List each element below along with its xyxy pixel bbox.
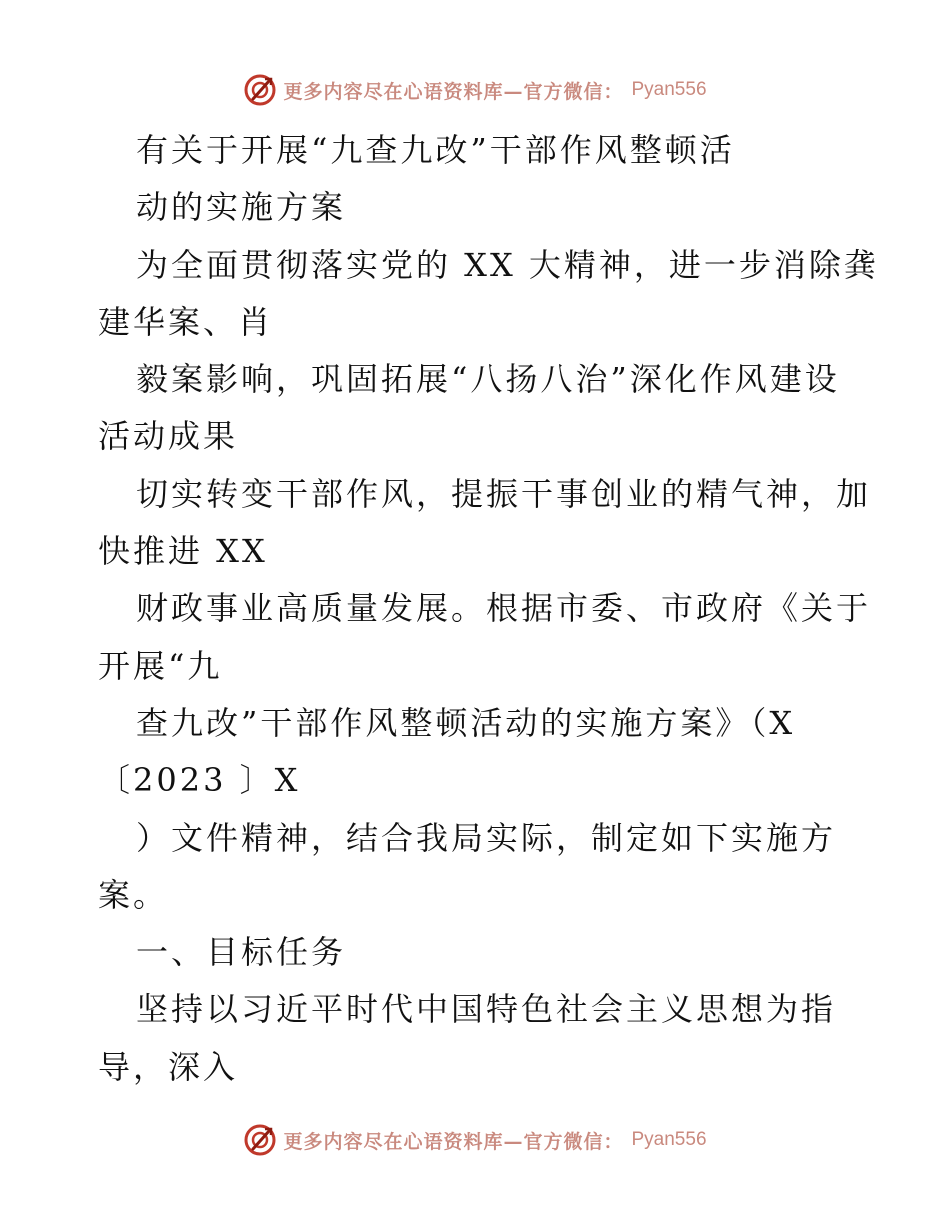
paragraph-line: 活动成果 — [98, 417, 239, 456]
watermark-header — [0, 70, 950, 110]
paragraph-line: 切实转变干部作风，提振干事创业的精气神，加 — [136, 474, 872, 513]
paragraph-line: 查九改”干部作风整顿活动的实施方案》（X — [136, 703, 796, 742]
paragraph-line: 开展“九 — [98, 646, 223, 685]
watermark-text: 更多内容尽在心语资料库—官方微信： — [283, 1130, 624, 1153]
watermark-wechat-id: Pyan556 — [631, 79, 707, 100]
logo-icon — [243, 73, 277, 107]
paragraph-line: 坚持以习近平时代中国特色社会主义思想为指 — [136, 990, 837, 1029]
paragraph-line: 导，深入 — [98, 1047, 239, 1086]
paragraph-line: 〔2023 〕X — [98, 761, 301, 800]
paragraph-line: ）文件精神，结合我局实际，制定如下实施方 — [136, 818, 837, 857]
paragraph-line: 案。 — [98, 875, 169, 914]
section-heading: 一、目标任务 — [136, 933, 347, 972]
watermark-wechat-id: Pyan556 — [631, 1129, 707, 1150]
logo-icon — [243, 1123, 277, 1157]
watermark-text: 更多内容尽在心语资料库—官方微信： — [283, 80, 624, 103]
paragraph-line: 毅案影响，巩固拓展“八扬八治”深化作风建设 — [136, 360, 840, 399]
document-body — [98, 122, 879, 1096]
paragraph-line: 为全面贯彻落实党的 XX 大精神，进一步消除龚 — [136, 245, 879, 284]
paragraph-line: 财政事业高质量发展。根据市委、市政府《关于 — [136, 589, 872, 628]
title-line-2: 动的实施方案 — [136, 188, 347, 227]
watermark-footer — [0, 1120, 950, 1160]
title-line-1: 有关于开展“九查九改”干部作风整顿活 — [136, 131, 735, 169]
paragraph-line: 建华案、肖 — [98, 302, 274, 341]
paragraph-line: 快推进 XX — [98, 532, 268, 571]
